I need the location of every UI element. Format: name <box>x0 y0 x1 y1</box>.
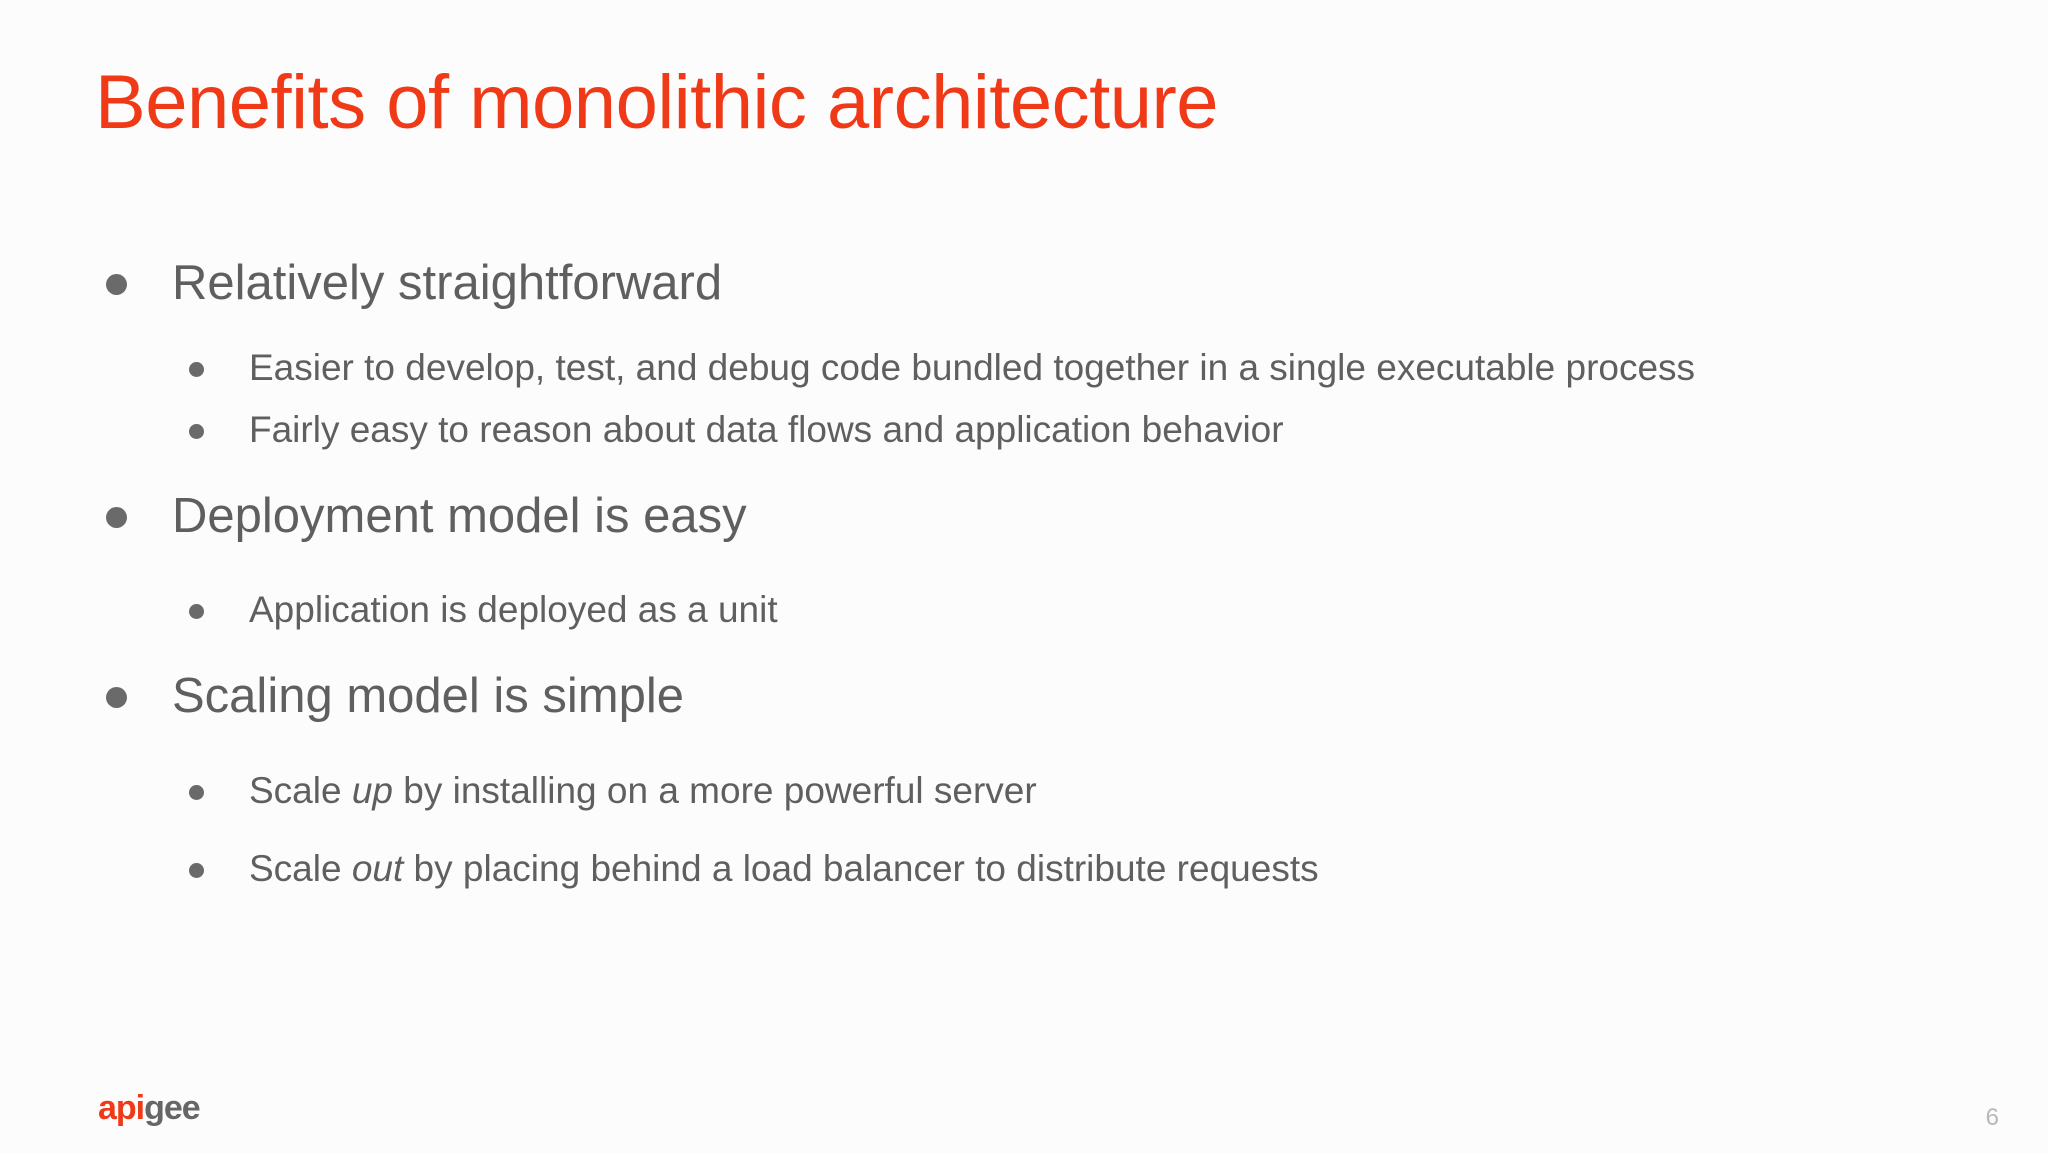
sub-bullet-item <box>249 346 1695 390</box>
logo-text-gee: gee <box>144 1089 200 1127</box>
sub-bullet-text-post: by placing behind a load balancer to distribute requests <box>403 848 1319 889</box>
bullet-dot-icon <box>106 507 127 528</box>
bullet-dot-icon <box>106 687 127 708</box>
sub-bullet-text-post: by installing on a more powerful server <box>393 770 1037 811</box>
sub-bullet-item <box>249 588 778 632</box>
page-number: 6 <box>1985 1104 1999 1131</box>
bullet-item <box>172 487 747 545</box>
apigee-logo <box>98 1088 200 1128</box>
sub-bullet-item <box>249 769 1037 813</box>
slide-title: Benefits of monolithic architecture <box>95 60 1219 145</box>
sub-bullet-text: Fairly easy to reason about data flows and application behavior <box>249 409 1284 450</box>
sub-bullet-text-pre: Scale <box>249 848 352 889</box>
sub-bullet-item <box>249 408 1284 452</box>
bullet-dot-icon <box>106 274 127 295</box>
sub-bullet-emphasis: out <box>351 848 404 889</box>
bullet-dot-icon <box>189 863 204 878</box>
sub-bullet-item <box>249 847 1319 891</box>
sub-bullet-text: Application is deployed as a unit <box>249 589 778 630</box>
bullet-dot-icon <box>189 424 204 439</box>
bullet-dot-icon <box>189 362 204 377</box>
logo-text-api: api <box>98 1089 145 1127</box>
sub-bullet-text: Easier to develop, test, and debug code bundled together in a single executable process <box>249 347 1696 388</box>
sub-bullet-text-pre: Scale <box>249 770 352 811</box>
bullet-item <box>172 254 722 312</box>
sub-bullet-emphasis: up <box>351 770 393 811</box>
bullet-dot-icon <box>189 604 204 619</box>
bullet-text: Scaling model is simple <box>172 669 684 723</box>
bullet-dot-icon <box>189 785 204 800</box>
bullet-item <box>172 667 684 725</box>
bullet-text: Relatively straightforward <box>172 256 723 310</box>
bullet-text: Deployment model is easy <box>172 489 747 543</box>
